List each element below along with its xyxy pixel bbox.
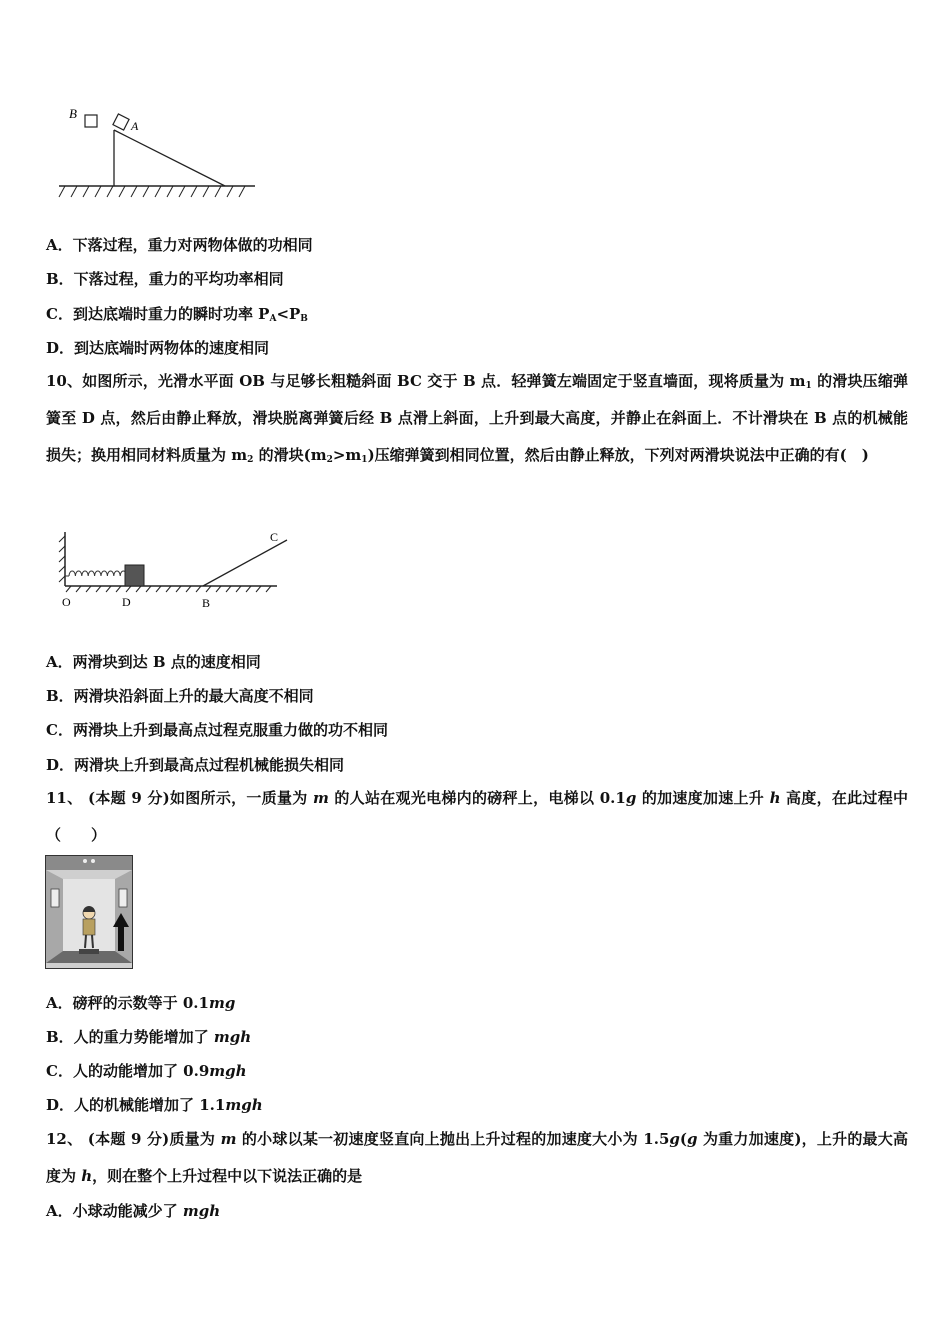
q12-option-a: A．小球动能减少了 mgh <box>46 1202 221 1220</box>
label-b2: B <box>202 596 211 610</box>
label-o: O <box>62 595 71 609</box>
ground-hatching <box>59 186 245 197</box>
wall-hatching <box>59 536 65 582</box>
label-b: B <box>69 106 77 121</box>
scale <box>79 949 99 954</box>
spring-incline-figure <box>55 528 295 613</box>
q11-option-d: D．人的机械能增加了 1.1mgh <box>46 1096 263 1114</box>
label-d: D <box>122 595 131 609</box>
q11-stem: 11、 (本题 9 分)如图所示，一质量为 m 的人站在观光电梯内的磅秤上，电梯以 0.1g 的加速度加速上升 h 高度，在此过程中（ ） <box>46 789 908 844</box>
incline-slope <box>114 130 225 186</box>
q10-option-c: C．两滑块上升到最高点过程克服重力做的功不相同 <box>46 721 388 739</box>
incline-figure <box>55 100 260 205</box>
left-wall <box>46 870 63 963</box>
label-a: A <box>131 119 139 133</box>
block-a <box>113 114 129 130</box>
q10-option-a: A．两滑块到达 B 点的速度相同 <box>46 653 261 671</box>
ceiling-light-left <box>83 859 87 863</box>
elevator-figure <box>45 855 133 969</box>
ceiling-light-right <box>91 859 95 863</box>
incline-bc <box>203 540 287 586</box>
q11-option-c: C．人的动能增加了 0.9mgh <box>46 1062 247 1080</box>
q10-option-d: D．两滑块上升到最高点过程机械能损失相同 <box>46 756 345 774</box>
left-picture <box>51 889 59 907</box>
q10-option-b: B．两滑块沿斜面上升的最大高度不相同 <box>46 687 314 705</box>
spring-coil <box>65 571 131 576</box>
q9-option-b: B．下落过程，重力的平均功率相同 <box>46 270 284 288</box>
block-b <box>85 115 97 127</box>
q9-option-c: C．到达底端时重力的瞬时功率 $P_A<P_B$ <box>46 305 308 324</box>
q9-option-d: D．到达底端时两物体的速度相同 <box>46 339 270 357</box>
q11-option-a: A．磅秤的示数等于 0.1mg <box>46 994 236 1012</box>
q12-stem: 12、 (本题 9 分)质量为 m 的小球以某一初速度竖直向上抛出上升过程的加速度大小为 1.5g(g 为重力加速度)，上升的最大高度为 h，则在整个上升过程中以下说法正确的是 <box>46 1130 909 1185</box>
elevator-ceiling <box>46 856 132 870</box>
right-picture <box>119 889 127 907</box>
q10-stem: 10、如图所示，光滑水平面 OB 与足够长粗糙斜面 BC 交于 B 点．轻弹簧左端固定于竖直墙面，现将质量为 $m_1$ 的滑块压缩弹簧至 D 点，然后由静止释放，滑块脱离弹簧后经 B 点滑上斜面，上升到最大高度，并静止在斜面上．不计滑块在 B 点的机械能损失；换用相同材料质量为 $m_2$ 的滑块$(m_2>m_1)$压缩弹簧到相同位置，然后由静止释放，下列对两滑块说法中正确的有( ) <box>46 372 908 465</box>
q9-option-a: A．下落过程，重力对两物体做的功相同 <box>46 236 313 254</box>
floor-hatching <box>66 586 271 592</box>
person-body <box>83 919 95 935</box>
q11-option-b: B．人的重力势能增加了 mgh <box>46 1028 252 1046</box>
slider-block <box>125 565 144 586</box>
label-c: C <box>270 530 279 544</box>
